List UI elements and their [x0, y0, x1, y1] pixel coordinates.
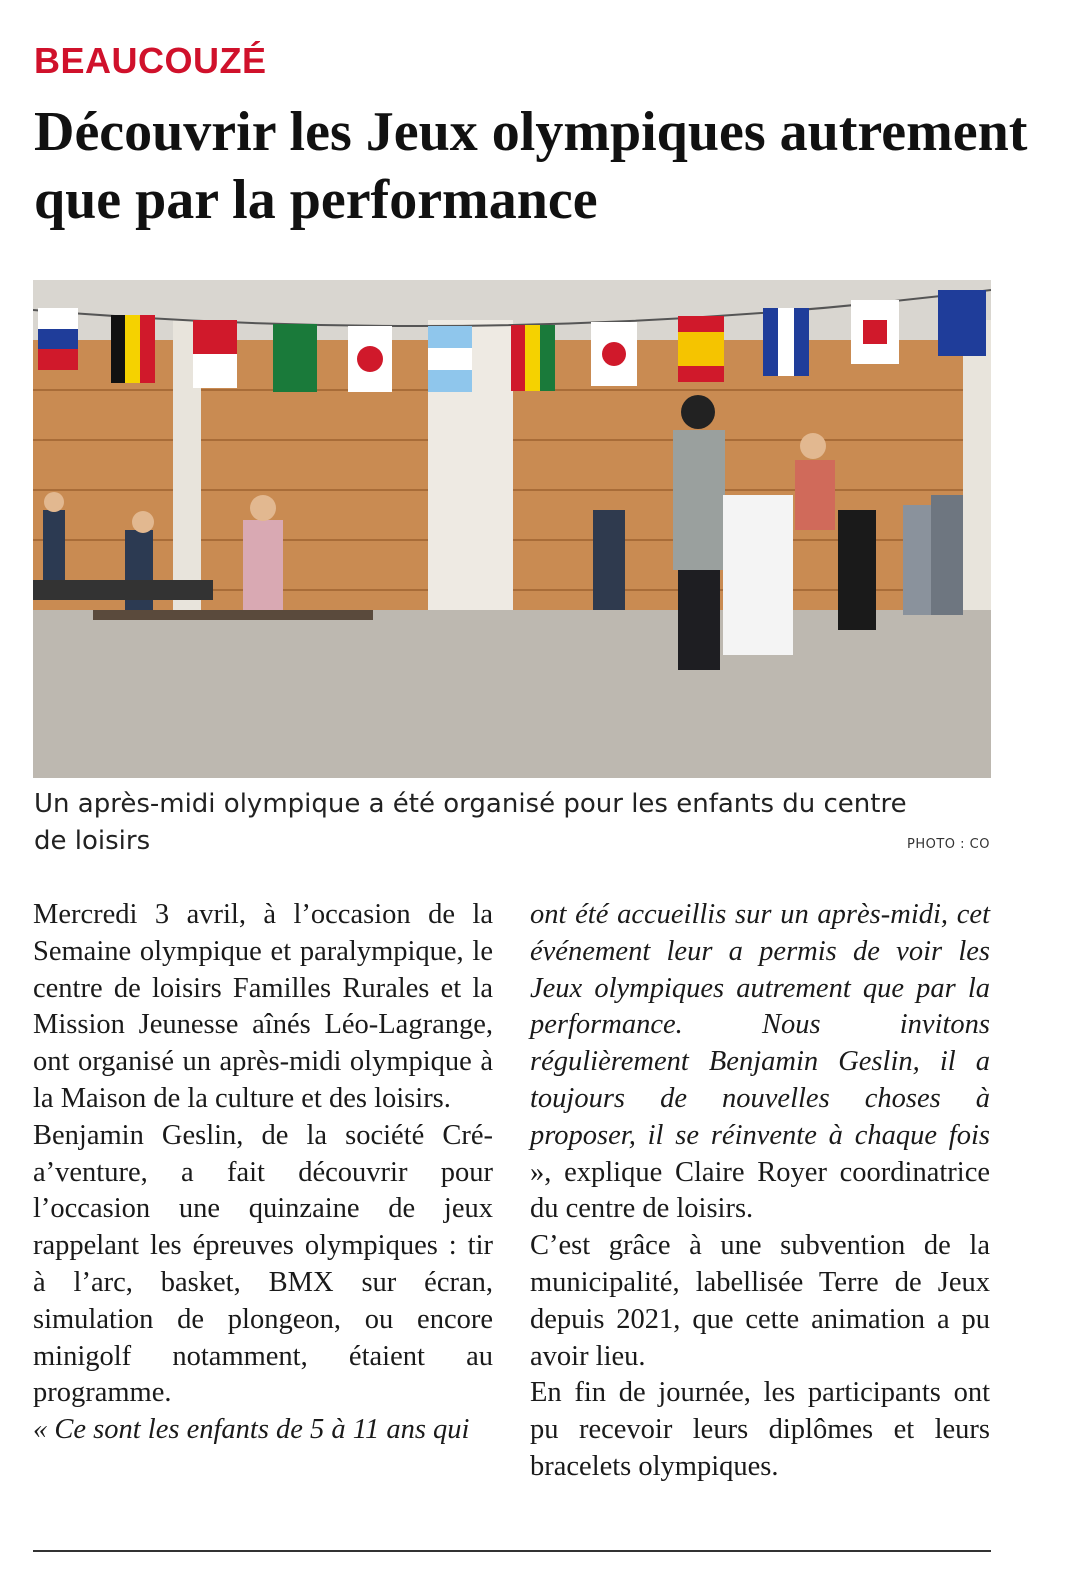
photo-credit: PHOTO : CO [907, 837, 990, 852]
body-paragraph: En fin de journée, les participants ont pu recevoir leurs diplômes et leurs bracelets olympiques. [530, 1377, 990, 1482]
quote-start: « Ce sont les enfants de 5 à 11 ans qui [33, 1414, 470, 1446]
section-kicker: BEAUCOUZÉ [34, 40, 267, 81]
body-paragraph: Mercredi 3 avril, à l’occasion de la Semaine olympique et paralympique, le centre de loisirs Familles Rurales et la Mission Jeunesse aînés Léo-Lagrange, ont organisé un après-midi olympique à la Maison de la culture et des loisirs. [33, 899, 493, 1114]
quote-paragraph [530, 897, 990, 1228]
photo-caption: Un après-midi olympique a été organisé pour les enfants du centre de loisirs [34, 789, 907, 856]
article-headline: Découvrir les Jeux olympiques autrement que par la performance [34, 101, 1028, 231]
quote-attribution: », explique Claire Royer coordinatrice du centre de loisirs. [530, 1156, 990, 1225]
article-photo [33, 280, 991, 778]
body-paragraph: C’est grâce à une subvention de la municipalité, labellisée Terre de Jeux depuis 2021, que cette animation a pu avoir lieu. [530, 1230, 990, 1372]
photo-illustration [33, 280, 991, 778]
article-column-1 [33, 897, 493, 1449]
body-paragraph: Benjamin Geslin, de la société Cré-a’venture, a fait découvrir pour l’occasion une quinzaine de jeux rappelant les épreuves olympiques : tir à l’arc, basket, BMX sur écran, simulation de plongeon, ou encore minigolf notamment, étaient au programme. [33, 1119, 493, 1409]
article-column-2 [530, 897, 990, 1486]
quote-text: ont été accueillis sur un après-midi, cet événement leur a permis de voir les Jeux olympiques autrement que par la performance. Nous invitons régulièrement Benjamin Geslin, il a toujours de nouvelles choses à proposer, il se réinvente à chaque fois [530, 899, 990, 1151]
bottom-rule [33, 1550, 991, 1552]
